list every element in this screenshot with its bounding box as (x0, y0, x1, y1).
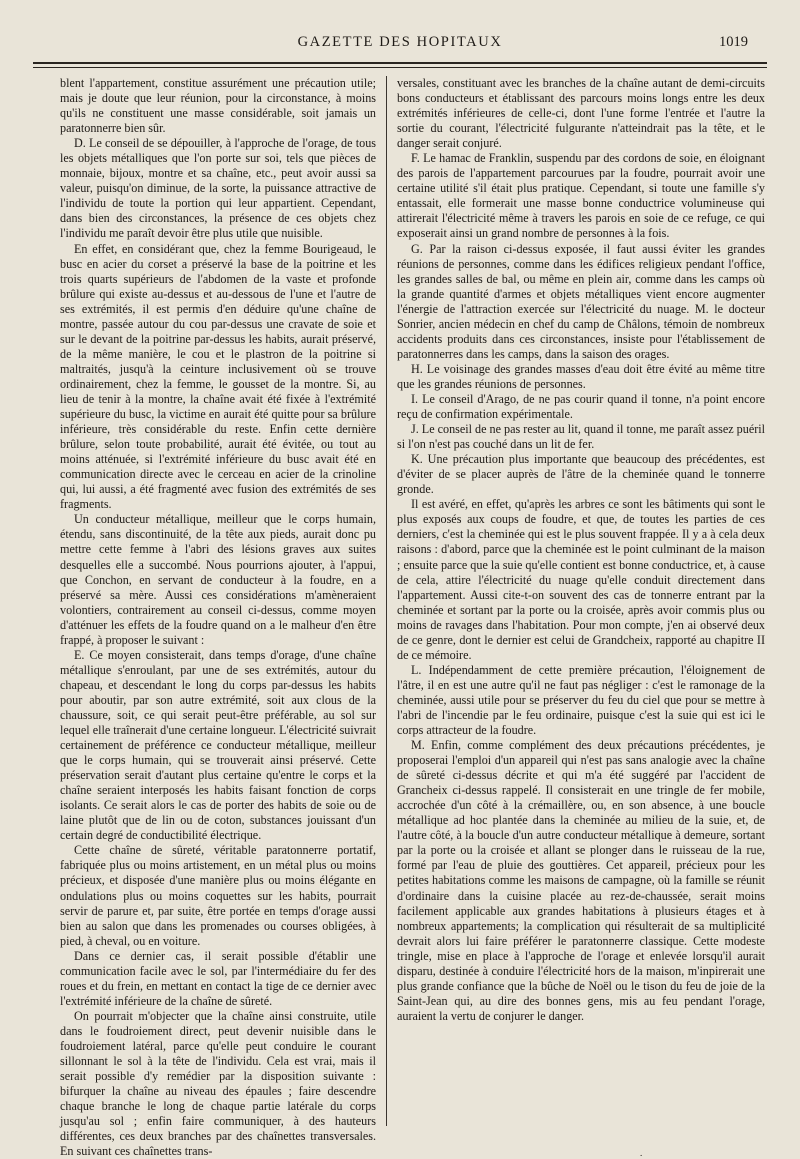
page-number: 1019 (719, 34, 748, 50)
left-column (60, 76, 376, 1159)
paragraph: D. Le conseil de se dépouiller, à l'approche de l'orage, de tous les objets métalliques que l'on porte sur soi, tels que pièces de monnaie, bijoux, montre et sa chaîne, etc., peut avoir aussi sa valeur, puisqu'on diminue, de la sorte, la puissance attractive de l'individu de toute la portion qui leur appartient. Cependant, dans bien des circonstances, la présence de ces objets chez l'individu me paraît devoir être plus utile que nuisible. (60, 136, 376, 241)
paragraph: F. Le hamac de Franklin, suspendu par des cordons de soie, en éloignant des parois de l'appartement parcourues par la foudre, pourrait avoir une certaine utilité s'il était plus pratique. Cependant, si toute une famille s'y entassait, elle formerait une masse bonne conductrice volumineuse qui attirerait l'électricité même à travers les parois en soie de ce refuge, ce qui exposerait ainsi un grand nombre de personnes à la fois. (397, 151, 765, 241)
paragraph: I. Le conseil d'Arago, de ne pas courir quand il tonne, n'a point encore reçu de confirmation expérimentale. (397, 391, 765, 422)
paragraph: H. Le voisinage des grandes masses d'eau doit être évité au même titre que les grandes réunions de personnes. (397, 361, 765, 391)
header-rule-thick (33, 62, 767, 64)
paragraph: On pourrait m'objecter que la chaîne ainsi construite, utile dans le foudroiement direct, peut devenir nuisible dans le foudroiement latéral, parce qu'elle peut conduire le courant sillonnant le sol à la tête de l'individu. Cela est vrai, mais il serait possible d'y remédier par la disposition suivante : bifurquer la chaîne au niveau des épaules ; faire descendre chaque branche le long de chaque partie latérale du corps jusqu'au sol ; enfin faire communiquer, à des hauteurs différentes, ces deux branches par des chaînettes transversales. En suivant ces chaînettes trans- (60, 1008, 376, 1159)
paragraph: Un conducteur métallique, meilleur que le corps humain, étendu, sans discontinuité, de la tête aux pieds, aurait donc pu mettre cette femme à l'abri des lésions graves aux suites desquelles elle a succombé. Nous pourrions ajouter, à l'appui, que Conchon, en servant de conducteur à la foudre, en a préservé sa mère. Aussi ces considérations m'amèneraient volontiers, contrairement au conseil ci-dessus, comme moyen d'atténuer les effets de la foudre quand on a le malheur d'en être frappé, à proposer le suivant : (60, 512, 376, 647)
paragraph: M. Enfin, comme complément des deux précautions précédentes, je proposerai l'emploi d'un appareil qui n'est pas sans analogie avec la chaîne de sûreté ci-dessus décrite et qui m'a été suggéré par l'accident de Grancheix ci-dessus rappelé. Il consisterait en une tringle de fer mobile, accrochée d'un côté à la crémaillère, ou, en son absence, à une boucle métallique ad hoc plantée dans la cheminée au milieu de la suie, et, de l'autre côté, à la boucle d'un autre conducteur métallique à demeure, sortant par la porte ou la croisée et allant se plonger dans le ruisseau de la rue, formé par l'eau de pluie des gouttières. Cet appareil, précieux pour les petites habitations comme les maisons de campagne, où la famille se réunit d'ordinaire dans la cuisine placée au rez-de-chaussée, serait moins facilement applicable aux grandes habitations à plusieurs étages et à nombreux appartements; la complication qui résulterait de sa multiplicité devrait alors lui faire préférer le paratonnerre classique. Cette modeste tringle, mise en place à l'approche de l'orage et enlevée lorsqu'il aurait disparu, destinée à conduire l'électricité hors de la maison, m'inpirerait une plus grande confiance que la bûche de Noël ou le tison du feu de joie de la Saint-Jean qui, au dire des bonnes gens, mis au feu pendant l'orage, auraient la vertu de conjurer le danger. (397, 738, 765, 1023)
paragraph: L. Indépendamment de cette première précaution, l'éloignement de l'âtre, il en est une autre qu'il ne faut pas négliger : c'est le ramonage de la cheminée, aussi utile pour se préserver du feu du ciel que pour se mettre à l'abri de l'incendie par le feu ordinaire, puisque c'est la suie qui est ici le corps attracteur de la foudre. (397, 662, 765, 738)
column-divider (386, 76, 387, 1126)
page-title: GAZETTE DES HOPITAUX (297, 34, 503, 50)
right-column (397, 76, 765, 1126)
paragraph: Cette chaîne de sûreté, véritable paratonnerre portatif, fabriquée plus ou moins artistement, en un métal plus ou moins précieux, et disposée d'une manière plus ou moins élégante en ondulations plus ou moins coquettes sur les habits, pourrait servir de parure et, par suite, être portée en temps d'orage aussi bien au salon que dans les promenades ou courses obligées, à pied, à cheval, ou en voiture. (60, 843, 376, 948)
header-rule-thin (33, 67, 767, 68)
page-header (42, 28, 758, 52)
footer-mark: . (640, 1148, 643, 1158)
paragraph: Dans ce dernier cas, il serait possible d'établir une communication facile avec le sol, par l'intermédiaire du fer des roues et du frein, en mettant en contact la tige de ce dernier avec l'extrémité inférieure de la chaîne de sûreté. (60, 948, 376, 1008)
paragraph: versales, constituant avec les branches de la chaîne autant de demi-circuits bons conducteurs et établissant des parcours moins longs entre les deux extrémités inférieures de celle-ci, dont l'une forme l'entrée et l'autre la sortie du courant, l'électricité fulgurante n'atteindrait pas la tête, et le danger serait conjuré. (397, 76, 765, 151)
paragraph: blent l'appartement, constitue assurément une précaution utile; mais je doute que leur réunion, pour la circonstance, à moins qu'ils ne constituent une masse considérable, soit jamais un paratonnerre bien sûr. (60, 76, 376, 136)
paragraph: E. Ce moyen consisterait, dans temps d'orage, d'une chaîne métallique s'enroulant, par une de ses extrémités, autour du chapeau, et descendant le long du corps par-dessus les habits pour aboutir, par son autre extrémité, soit aux clous de la chaussure, soit, ce qui serait peut-être préférable, au sol sur lequel elle traînerait d'une certaine longueur. L'électricité suivrait certainement de préférence ce conducteur métallique, meilleur que le corps humain, qui se trouverait ainsi préservé. Cette préservation serait d'autant plus certaine qu'entre le corps et la chaîne seraient interposés les habits faisant fonction de corps isolants. Ce serait alors le cas de porter des habits de soie ou de laine plutôt que de lin ou de coton, substances jouissant d'un certain degré de conductibilité électrique. (60, 647, 376, 843)
paragraph: En effet, en considérant que, chez la femme Bourigeaud, le busc en acier du corset a préservé la base de la poitrine et les trois quarts supérieurs de l'abdomen de la vaste et profonde brûlure qui existe au-dessus et au-dessous de l'une et l'autre de ses extrémités, il est permis d'en déduire qu'une chaîne de montre, passée autour du cou par-dessus une cravate de soie et sur le devant de la poitrine par-dessus les habits, aurait préservé, de la même manière, le cou et le plastron de la poitrine si maltraités, jusqu'à la ceinture inclusivement où se trouve ordinairement, chez la femme, le gousset de la montre. Si, au lieu de tenir à la montre, la chaîne avait été fixée à l'extrémité supérieure du busc, la victime en aurait été quitte pour sa brûlure inférieure, très considérable du reste. Enfin cette dernière brûlure, selon toute probabilité, aurait été évitée, ou tout au moins atténuée, si l'extrémité inférieure du busc avait été en communication directe avec le cerceau en acier de la crinoline qui, lui aussi, a été fragmenté avec fusion des extrémités de ses fragments. (60, 241, 376, 512)
paragraph: J. Le conseil de ne pas rester au lit, quand il tonne, me paraît assez puéril si l'on n'est pas couché dans un lit de fer. (397, 422, 765, 452)
paragraph: K. Une précaution plus importante que beaucoup des précédentes, est d'éviter de se placer auprès de l'âtre de la cheminée quand le tonnerre gronde. (397, 452, 765, 497)
paragraph: G. Par la raison ci-dessus exposée, il faut aussi éviter les grandes réunions de personnes, comme dans les édifices religieux pendant l'office, les grandes salles de bal, ou même en plein air, comme dans les camps où la grande quantité d'armes et objets métalliques vient encore augmenter l'énergie de l'attraction exercée sur l'électricité du nuage. M. le docteur Sonrier, ancien médecin en chef du camp de Châlons, témoin de nombreux accidents produits dans ces circonstances, insiste pour l'établissement de paratonnerres dans les camps, dans la saison des orages. (397, 241, 765, 361)
paragraph: Il est avéré, en effet, qu'après les arbres ce sont les bâtiments qui sont le plus exposés aux coups de foudre, et que, de toutes les parties de ces derniers, c'est la cheminée qui est le plus souvent frappée. Il y a à cela deux raisons : d'abord, parce que la cheminée est le point culminant de la maison ; ensuite parce que la suie qu'elle contient est bonne conductrice, et, à cause de cela, attire l'électricité du nuage qu'elle conduit directement dans l'appartement. Aussi cite-t-on souvent des cas de tonnerre entrant par la cheminée et sortant par la porte ou la croisée, après avoir commis plus ou moins de ravages dans l'habitation. Pour mon compte, j'en ai observé deux de ce genre, dont le dernier est celui de Grandcheix, rapporté au chapitre II de ce mémoire. (397, 497, 765, 662)
